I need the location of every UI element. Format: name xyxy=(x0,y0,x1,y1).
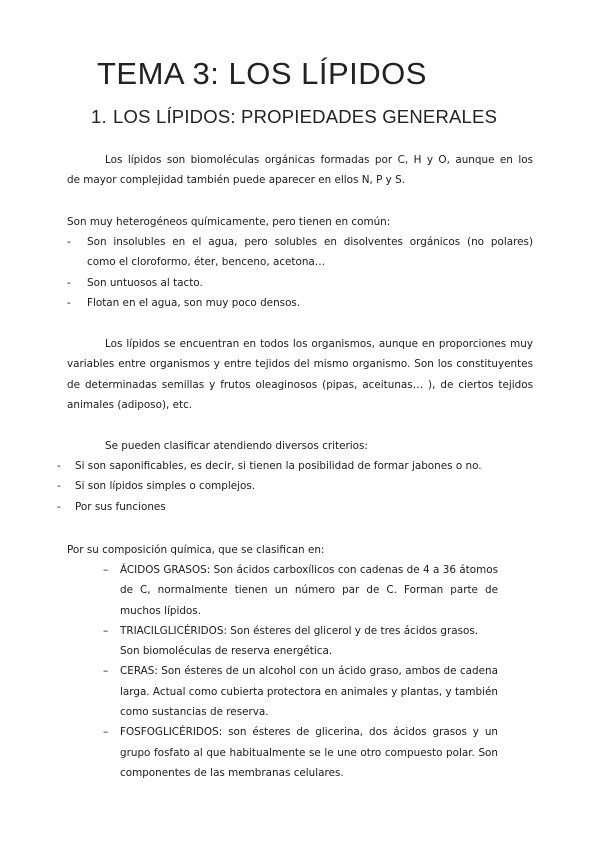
intro-line-1: Los lípidos son biomoléculas orgánicas formadas por C, H y O, aunque en los xyxy=(105,154,533,166)
distribution-paragraph: Los lípidos se encuentran en todos los organismos, aunque en proporciones muy variables entre organismos y entre tejidos del mismo organismo. Son los constituyentes de determinadas semillas y frutos oleaginosos (pipas, aceitunas… ), de ciertos tejidos animales (adiposo), etc. xyxy=(67,338,533,411)
list-dash: - xyxy=(57,480,61,493)
list-item-text: Si son lípidos simples o complejos. xyxy=(75,480,256,493)
list-item xyxy=(103,560,498,621)
composition-heading: Por su composición química, que se clasifican en: xyxy=(67,544,325,556)
list-item-line-1: Son insolubles en el agua, pero solubles en disolventes orgánicos (no polares) xyxy=(87,236,533,248)
list-item-text: Son untuosos al tacto. xyxy=(87,276,203,289)
list-item xyxy=(67,232,533,273)
common-heading: Son muy heterogéneos químicamente, pero tienen en común: xyxy=(67,216,391,228)
section-label: LOS LÍPIDOS: PROPIEDADES GENERALES xyxy=(113,106,498,127)
list-item xyxy=(57,497,533,517)
list-item xyxy=(57,476,533,496)
common-list xyxy=(67,232,533,313)
list-item xyxy=(57,456,533,476)
list-item-line-1: TRIACILGLICÉRIDOS: Son ésteres del glicerol y de tres ácidos grasos. xyxy=(120,624,479,637)
list-item xyxy=(103,621,498,662)
criteria-heading: Se pueden clasificar atendiendo diversos criterios: xyxy=(105,440,368,452)
list-dash: - xyxy=(67,296,71,309)
composition-list xyxy=(103,560,498,783)
list-dash: - xyxy=(67,236,71,248)
section-heading xyxy=(91,106,497,128)
intro-paragraph xyxy=(67,150,533,191)
list-dash: - xyxy=(57,500,61,513)
list-dash: – xyxy=(103,665,109,678)
list-item xyxy=(103,722,498,783)
list-dash: – xyxy=(103,624,109,637)
list-item-line-2: Son biomoléculas de reserva energética. xyxy=(120,645,333,658)
list-item-text: FOSFOGLICÉRIDOS: son ésteres de glicerina, dos ácidos grasos y un grupo fosfato al que habitualmente se le une otro compuesto polar. Son componentes de las membranas celulares. xyxy=(120,726,498,779)
list-item-text: Flotan en el agua, son muy poco densos. xyxy=(87,296,301,309)
list-item-text: Si son saponificables, es decir, si tienen la posibilidad de formar jabones o no. xyxy=(75,460,482,472)
intro-line-2: de mayor complejidad también puede aparecer en ellos N, P y S. xyxy=(67,174,406,187)
list-item xyxy=(103,661,498,722)
page-title: TEMA 3: LOS LÍPIDOS xyxy=(97,56,427,91)
list-item-text: CERAS: Son ésteres de un alcohol con un ácido graso, ambos de cadena larga. Actual como cubierta protectora en animales y plantas, y también como sustancias de reserva. xyxy=(120,665,498,719)
list-item-text: ÁCIDOS GRASOS: Son ácidos carboxílicos con cadenas de 4 a 36 átomos de C, normalmente tienen un número par de C. Forman parte de muchos lípidos. xyxy=(120,564,498,617)
list-dash: - xyxy=(57,460,61,472)
list-item xyxy=(67,293,533,313)
list-item-text: Por sus funciones xyxy=(75,500,166,513)
list-dash: - xyxy=(67,276,71,289)
criteria-list xyxy=(57,456,533,517)
list-dash: – xyxy=(103,726,109,739)
list-item xyxy=(67,273,533,293)
list-dash: – xyxy=(103,564,109,576)
section-number: 1. xyxy=(91,106,107,127)
list-item-line-2: como el cloroformo, éter, benceno, acetona… xyxy=(87,256,326,269)
